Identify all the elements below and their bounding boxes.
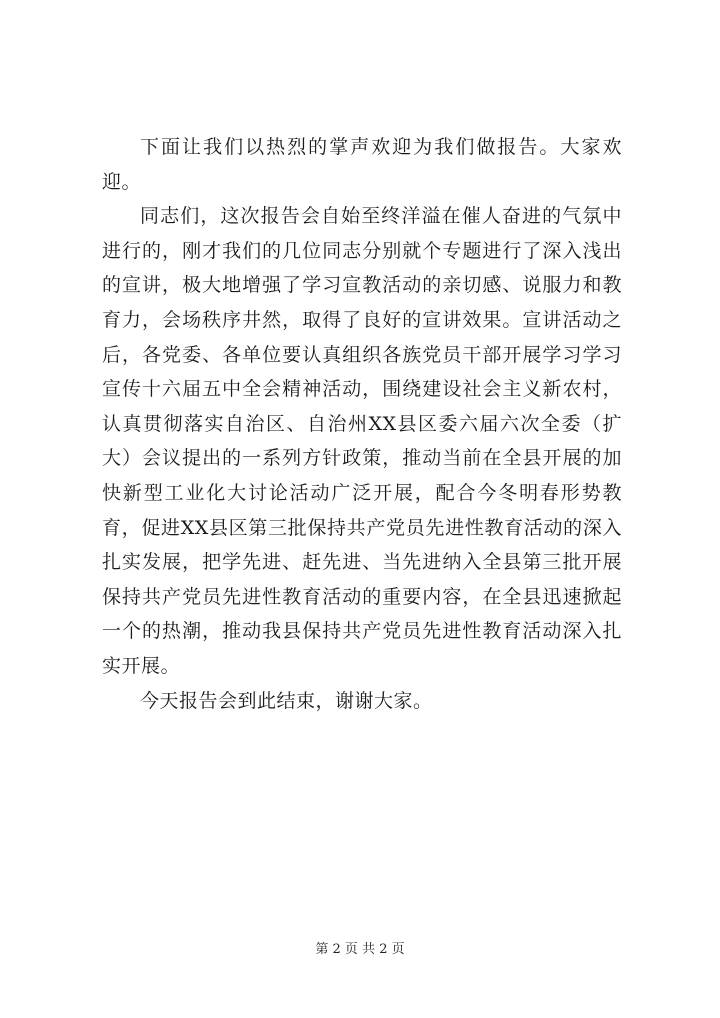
document-body — [102, 130, 622, 718]
paragraph-main: 同志们，这次报告会自始至终洋溢在催人奋进的气氛中进行的，刚才我们的几位同志分别就个专题进行了深入浅出的宣讲，极大地增强了学习宣教活动的亲切感、说服力和教育力，会场秩序井然，取得了良好的宣讲效果。宣讲活动之后，各党委、各单位要认真组织各族党员干部开展学习学习宣传十六届五中全会精神活动，围绕建设社会主义新农村，认真贯彻落实自治区、自治州XX县区委六届六次全委（扩大）会议提出的一系列方针政策，推动当前在全县开展的加快新型工业化大讨论活动广泛开展，配合今冬明春形势教育，促进XX县区第三批保持共产党员先进性教育活动的深入扎实发展，把学先进、赶先进、当先进纳入全县第三批开展保持共产党员先进性教育活动的重要内容，在全县迅速掀起一个的热潮，推动我县保持共产党员先进性教育活动深入扎实开展。 — [102, 205, 622, 677]
page-footer: 第 2 页 共 2 页 — [315, 942, 405, 957]
paragraph-closing: 今天报告会到此结束，谢谢大家。 — [140, 689, 433, 712]
paragraph-welcome: 下面让我们以热烈的掌声欢迎为我们做报告。大家欢迎。 — [102, 136, 622, 193]
